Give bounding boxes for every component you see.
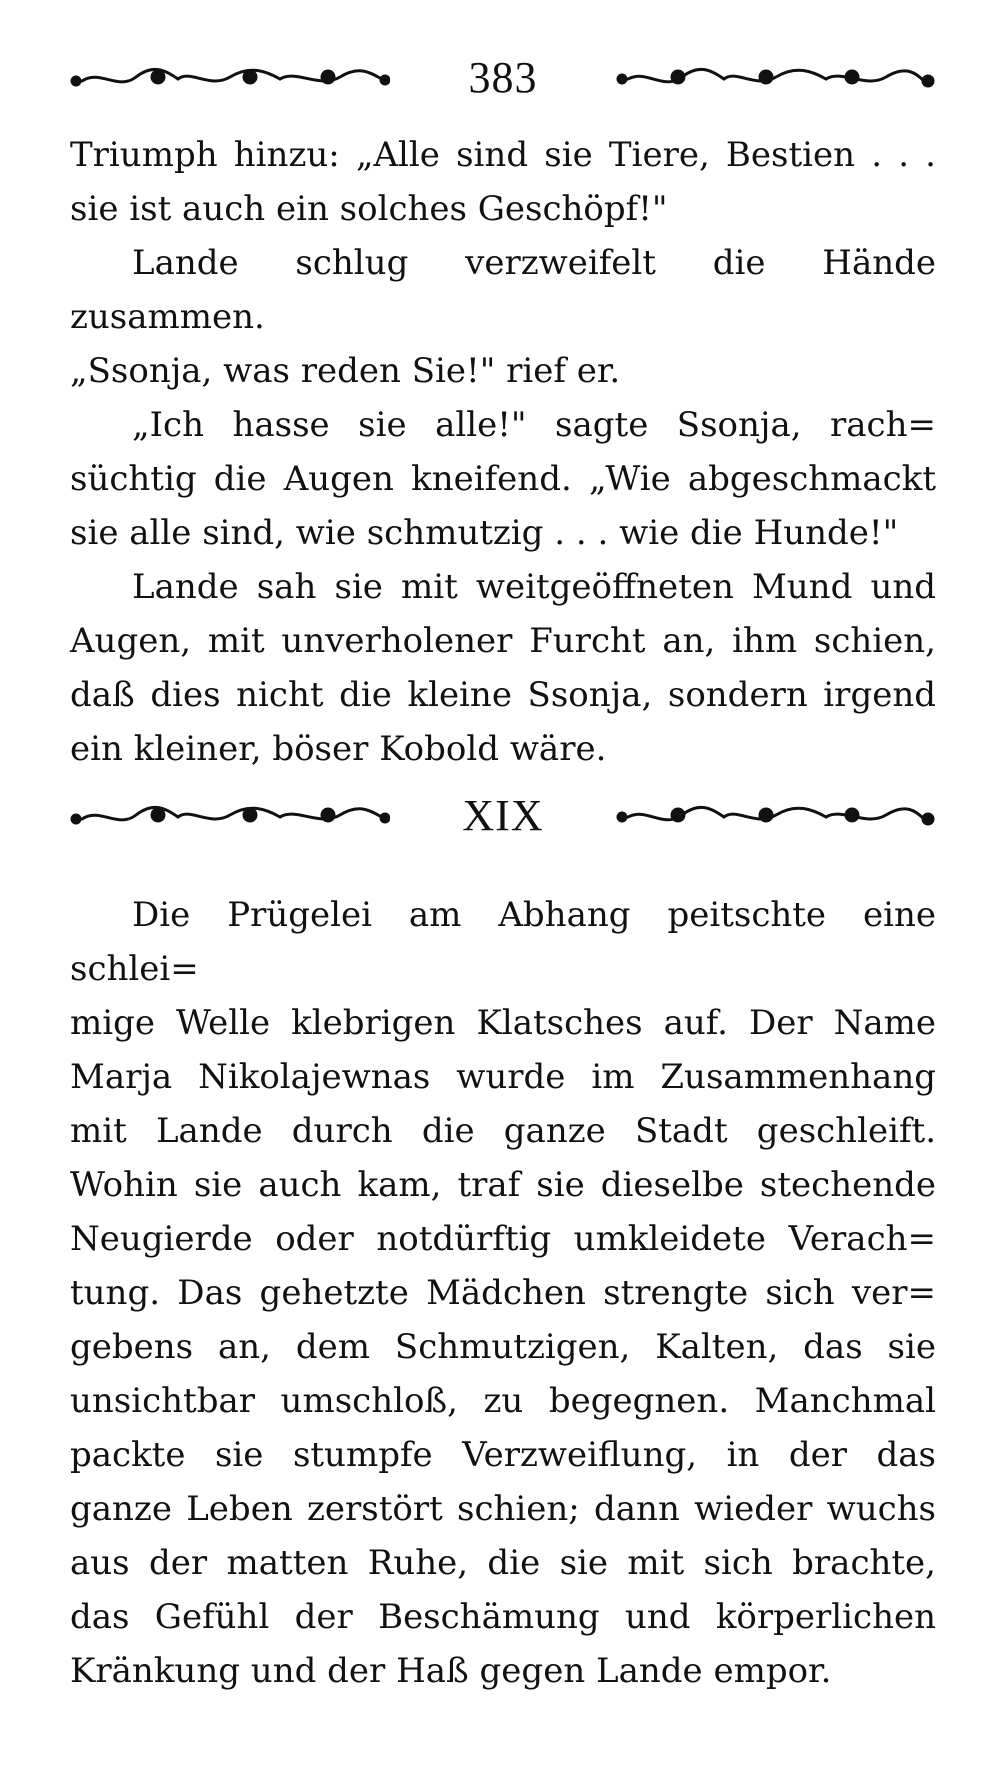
text-line: sie ist auch ein solches Geschöpf!" bbox=[70, 189, 668, 229]
text-line: Lande sah sie mit weitgeöffneten Mund und bbox=[132, 567, 936, 607]
left-ornament-icon bbox=[70, 801, 390, 831]
text-line: Wohin sie auch kam, traf sie dieselbe stechende bbox=[70, 1165, 936, 1205]
right-ornament-icon bbox=[616, 801, 936, 831]
text-line: ein kleiner, böser Kobold wäre. bbox=[70, 729, 607, 769]
text-block-1 bbox=[70, 128, 936, 776]
text-block-2 bbox=[70, 888, 936, 1698]
text-line: Augen, mit unverholener Furcht an, ihm schien, bbox=[70, 621, 936, 661]
right-ornament-icon bbox=[616, 63, 936, 93]
chapter-title: XIX bbox=[462, 791, 544, 840]
text-line: mit Lande durch die ganze Stadt geschleift. bbox=[70, 1111, 936, 1151]
text-line: sie alle sind, wie schmutzig . . . wie die Hunde!" bbox=[70, 513, 899, 553]
text-line: „Ich hasse sie alle!" sagte Ssonja, rach= bbox=[132, 405, 936, 445]
text-line: Marja Nikolajewnas wurde im Zusammenhang bbox=[70, 1057, 936, 1097]
text-line: „Ssonja, was reden Sie!" rief er. bbox=[70, 351, 621, 391]
text-line: süchtig die Augen kneifend. „Wie abgeschmackt bbox=[70, 459, 936, 499]
text-line: Die Prügelei am Abhang peitschte eine schlei= bbox=[70, 895, 936, 989]
text-line: gebens an, dem Schmutzigen, Kalten, das sie bbox=[70, 1327, 936, 1367]
text-line: Triumph hinzu: „Alle sind sie Tiere, Bestien . . . bbox=[70, 135, 936, 175]
page-number: 383 bbox=[468, 53, 538, 102]
page-header bbox=[70, 48, 936, 108]
text-line: Neugierde oder notdürftig umkleidete Verach= bbox=[70, 1219, 936, 1259]
chapter-heading bbox=[70, 786, 936, 846]
text-line: aus der matten Ruhe, die sie mit sich brachte, bbox=[70, 1543, 936, 1583]
left-ornament-icon bbox=[70, 63, 390, 93]
text-line: tung. Das gehetzte Mädchen strengte sich ver= bbox=[70, 1273, 936, 1313]
text-line: Lande schlug verzweifelt die Hände zusammen. bbox=[70, 243, 936, 337]
text-line: ganze Leben zerstört schien; dann wieder wuchs bbox=[70, 1489, 936, 1529]
text-line: unsichtbar umschloß, zu begegnen. Manchmal bbox=[70, 1381, 936, 1421]
text-line: mige Welle klebrigen Klatsches auf. Der Name bbox=[70, 1003, 936, 1043]
text-line: packte sie stumpfe Verzweiflung, in der das bbox=[70, 1435, 936, 1475]
text-line: daß dies nicht die kleine Ssonja, sondern irgend bbox=[70, 675, 936, 715]
text-line: Kränkung und der Haß gegen Lande empor. bbox=[70, 1651, 832, 1691]
text-line: das Gefühl der Beschämung und körperlichen bbox=[70, 1597, 936, 1637]
